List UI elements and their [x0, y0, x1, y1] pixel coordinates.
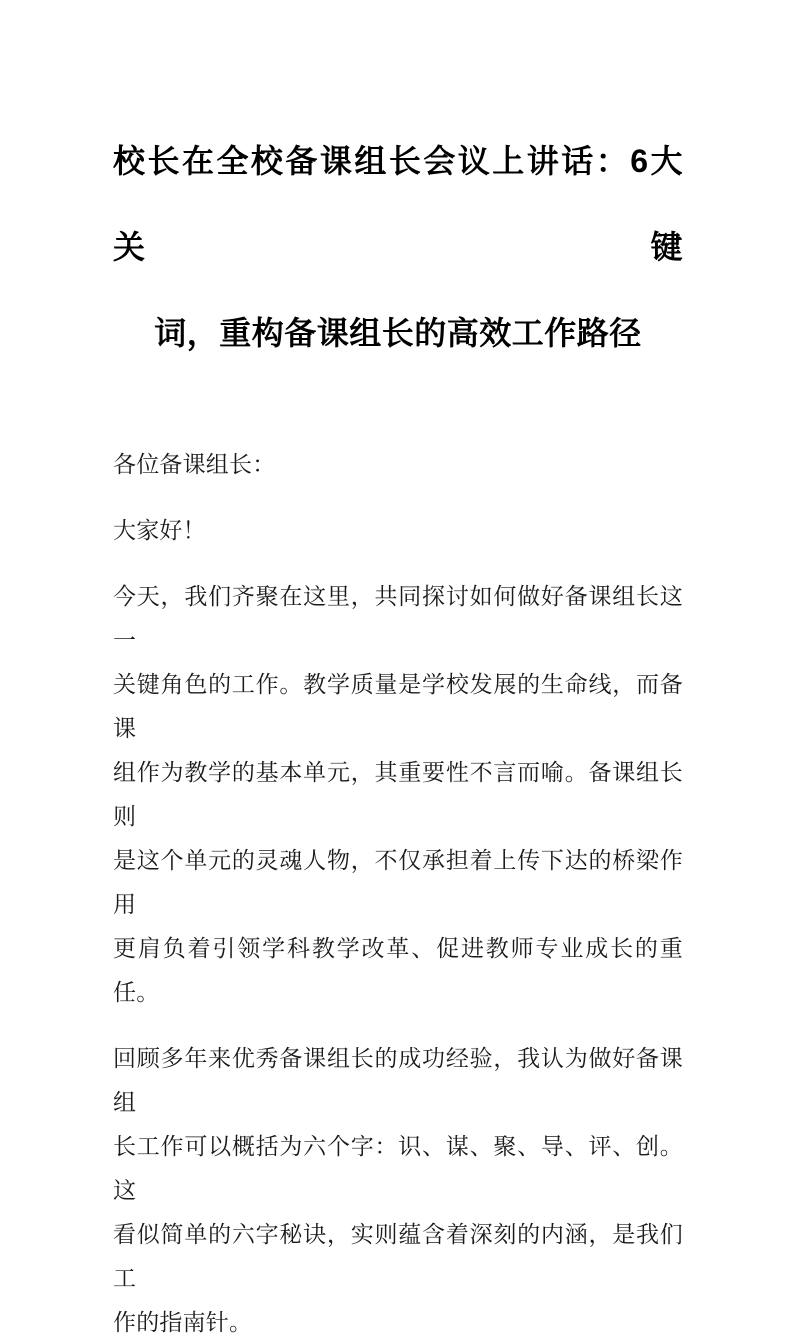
paragraph-intro-line-5: 更肩负着引领学科教学改革、促进教师专业成长的重任。 — [113, 935, 683, 1005]
document-content-column — [113, 0, 683, 1344]
paragraph-intro-line-3: 组作为教学的基本单元，其重要性不言而喻。备课组长则 — [113, 759, 683, 829]
paragraph-six-keywords-line-2: 长工作可以概括为六个字：识、谋、聚、导、评、创。这 — [113, 1133, 683, 1203]
paragraph-intro-line-2: 关键角色的工作。教学质量是学校发展的生命线，而备课 — [113, 671, 683, 741]
paragraph-intro-line-1: 今天，我们齐聚在这里，共同探讨如何做好备课组长这一 — [113, 583, 683, 653]
salutation — [113, 376, 683, 486]
paragraph-six-keywords-line-3: 看似简单的六字秘诀，实则蕴含着深刻的内涵，是我们工 — [113, 1221, 683, 1291]
salutation-text: 各位备课组长： — [113, 451, 276, 477]
paragraph-six-keywords-line-1: 回顾多年来优秀备课组长的成功经验，我认为做好备课组 — [113, 1045, 683, 1115]
paragraph-intro — [113, 552, 683, 1014]
paragraph-intro-line-4: 是这个单元的灵魂人物，不仅承担着上传下达的桥梁作用 — [113, 847, 683, 917]
paragraph-six-keywords — [113, 1014, 683, 1344]
greeting — [113, 486, 683, 552]
paragraph-six-keywords-line-4: 作的指南针。 — [113, 1309, 253, 1335]
greeting-text: 大家好！ — [113, 517, 206, 543]
page-title — [113, 0, 683, 376]
page-title-line-1: 校长在全校备课组长会议上讲话：6大关键 — [113, 143, 683, 265]
page-title-line-2: 词，重构备课组长的高效工作路径 — [154, 315, 642, 351]
